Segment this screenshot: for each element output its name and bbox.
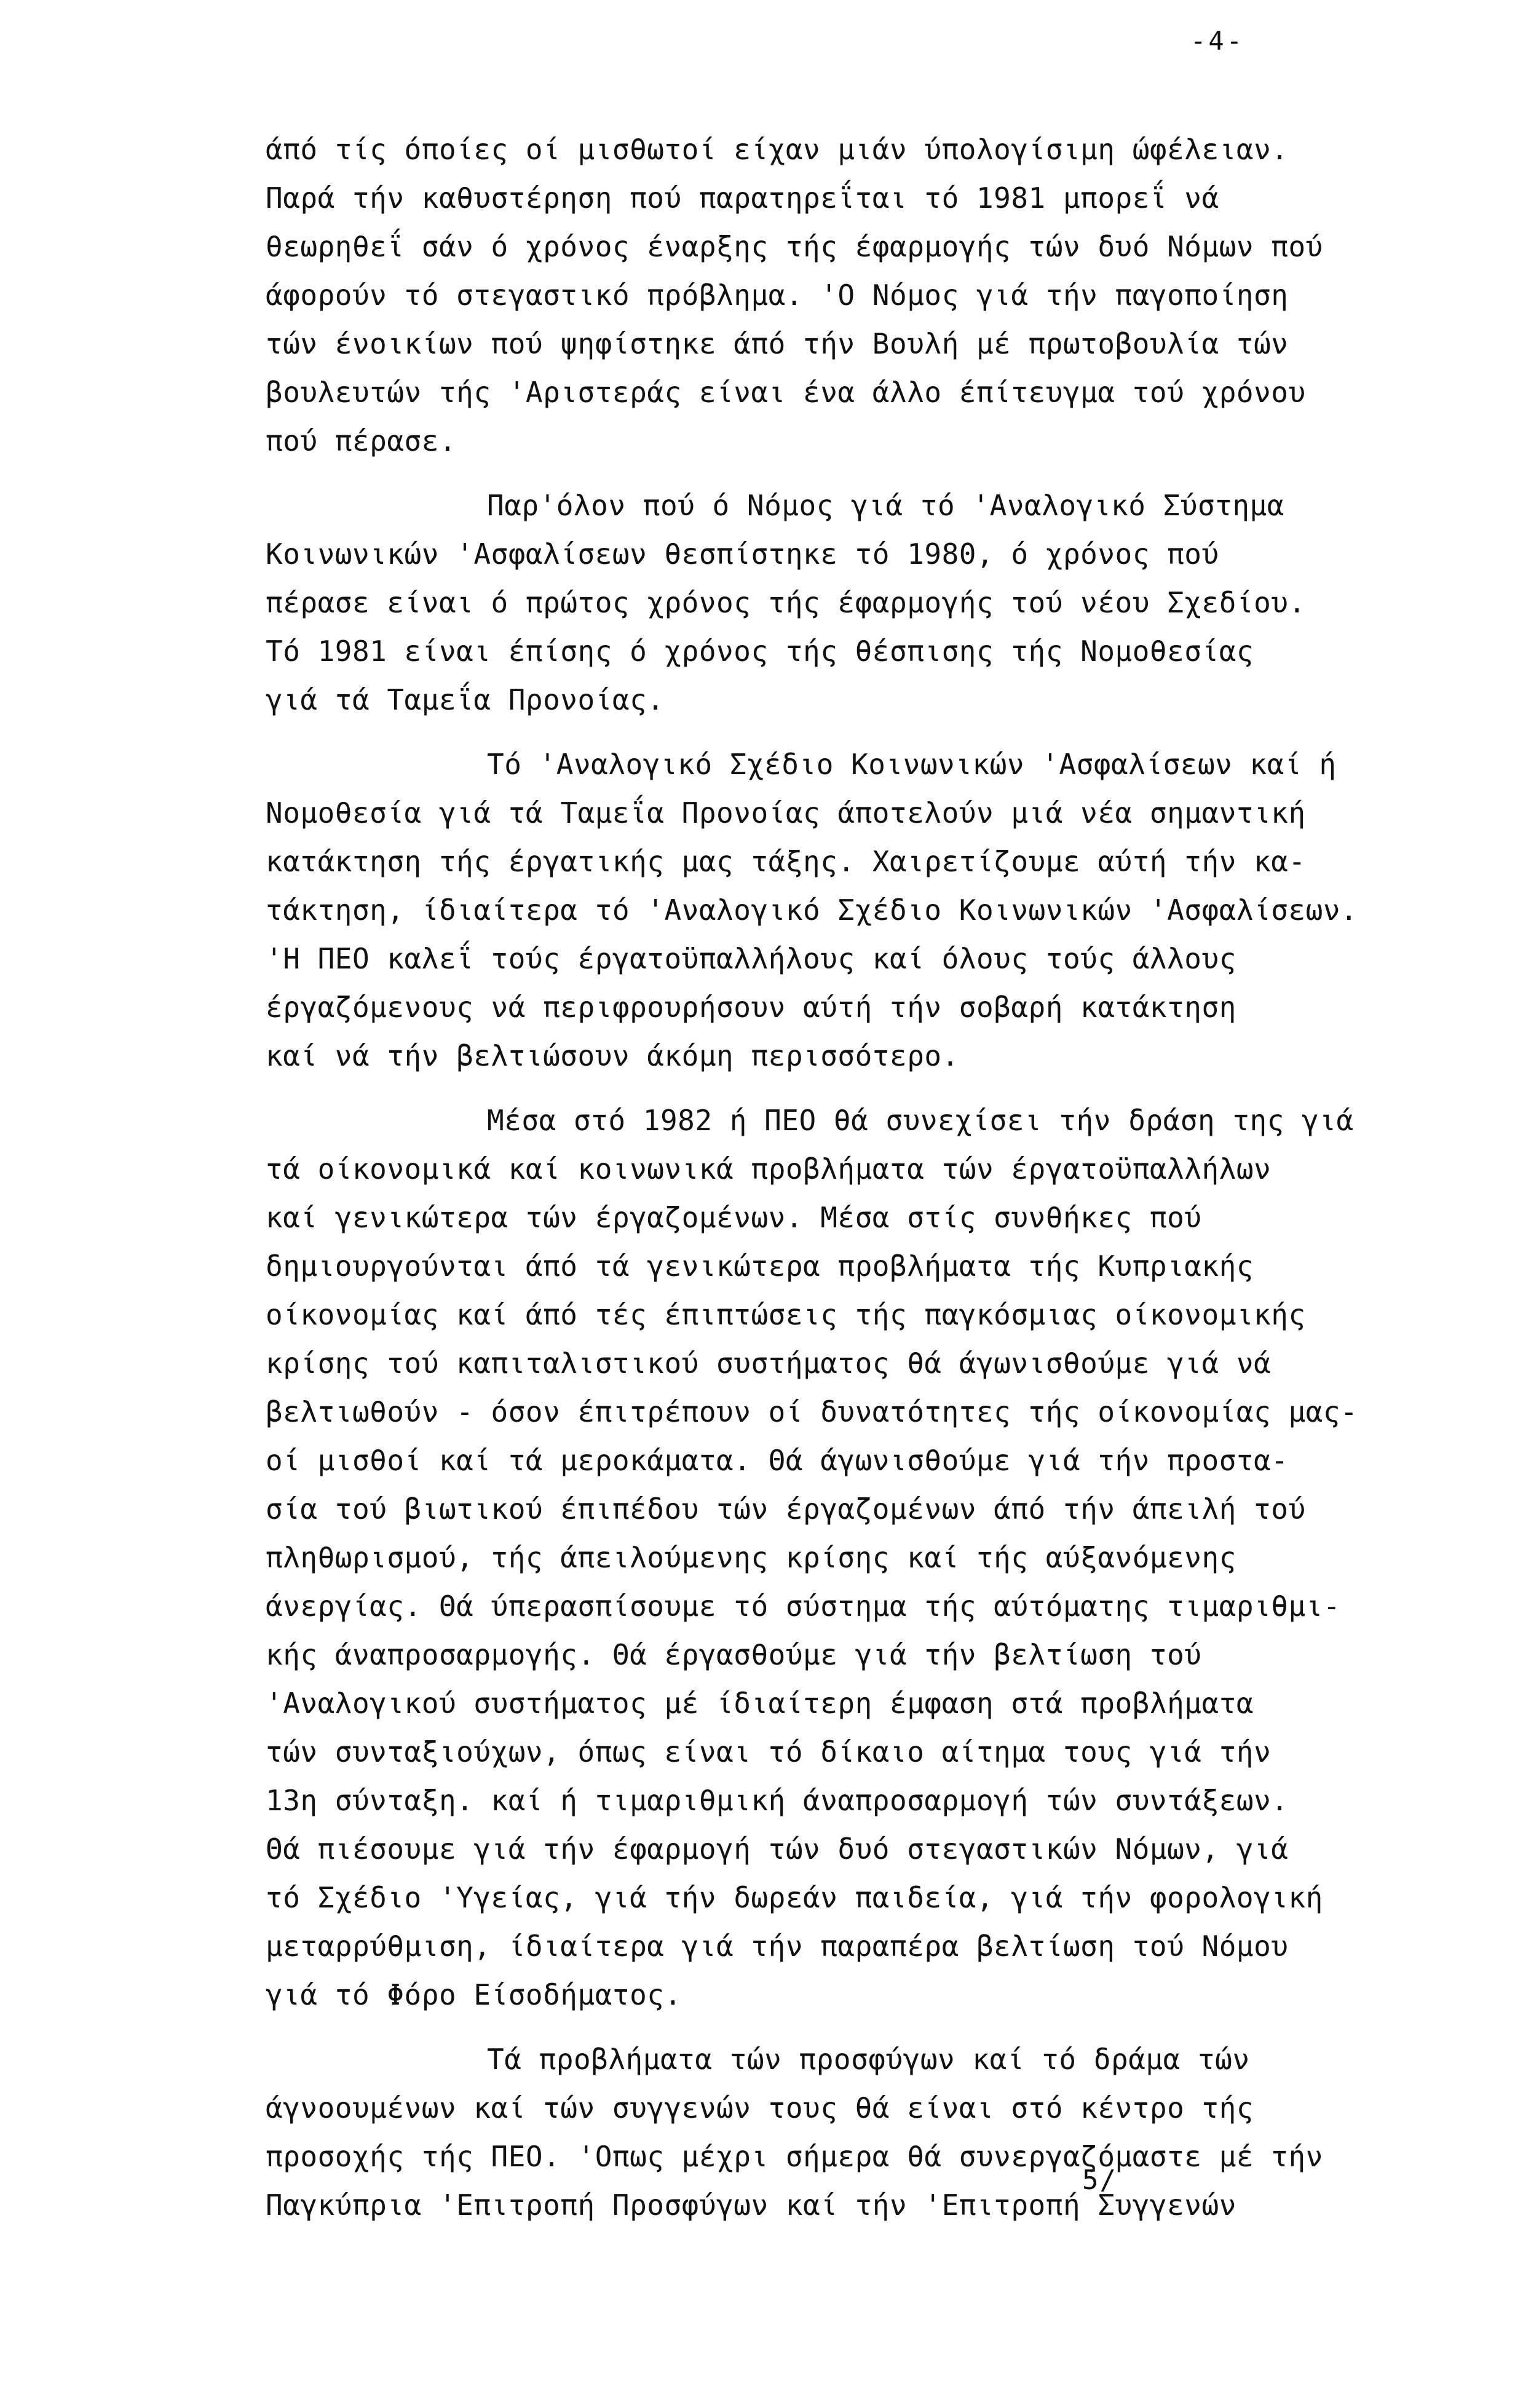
text-line: τάκτηση, ίδιαίτερα τό 'Αναλογικό Σχέδιο Κοινωνικών 'Ασφαλίσεων. — [266, 893, 1358, 927]
text-line: Θά πιέσουμε γιά τήν έφαρμογή τών δυό στεγαστικών Νόμων, γιά — [266, 1832, 1289, 1866]
page-number: -4- — [1190, 26, 1244, 56]
text-line: άγνοουμένων καί τών συγγενών τους θά είναι στό κέντρο τής — [266, 2091, 1254, 2125]
text-line: Παρ'όλον πού ό Νόμος γιά τό 'Αναλογικό Σύστημα — [487, 489, 1284, 522]
text-line: σία τού βιωτικού έπιπέδου τών έργαζομένων άπό τήν άπειλή τού — [266, 1492, 1306, 1526]
paragraph — [266, 1096, 1465, 2019]
text-line: γιά τά Ταμεΐα Προνοίας. — [266, 683, 665, 716]
text-line: κατάκτηση τής έργατικής μας τάξης. Χαιρετίζουμε αύτή τήν κα- — [266, 845, 1306, 878]
text-line: Τά προβλήματα τών προσφύγων καί τό δράμα τών — [487, 2043, 1250, 2076]
text-line: άπό τίς όποίες οί μισθωτοί είχαν μιάν ύπολογίσιμη ώφέλειαν. — [266, 133, 1289, 166]
text-line: τών ένοικίων πού ψηφίστηκε άπό τήν Βουλή μέ πρωτοβουλία τών — [266, 327, 1289, 360]
paragraph — [266, 740, 1465, 1080]
text-line: οίκονομίας καί άπό τές έπιπτώσεις τής παγκόσμιας οίκονομικής — [266, 1298, 1306, 1331]
paragraph — [266, 125, 1465, 465]
text-line: δημιουργούνται άπό τά γενικώτερα προβλήματα τής Κυπριακής — [266, 1250, 1254, 1283]
paragraph — [266, 2035, 1465, 2230]
text-line: κρίσης τού καπιταλιστικού συστήματος θά άγωνισθούμε γιά νά — [266, 1347, 1272, 1380]
text-line: άφορούν τό στεγαστικό πρόβλημα. 'Ο Νόμος γιά τήν παγοποίηση — [266, 279, 1289, 312]
text-line: καί γενικώτερα τών έργαζομένων. Μέσα στίς συνθήκες πού — [266, 1201, 1202, 1234]
text-line: 'Η ΠΕΟ καλεΐ τούς έργατοϋπαλλήλους καί όλους τούς άλλους — [266, 942, 1236, 975]
text-line: Παγκύπρια 'Επιτροπή Προσφύγων καί τήν 'Επιτροπή Συγγενών — [266, 2188, 1236, 2222]
text-line: κής άναπροσαρμογής. Θά έργασθούμε γιά τήν βελτίωση τού — [266, 1638, 1202, 1671]
text-line: τά οίκονομικά καί κοινωνικά προβλήματα τών έργατοϋπαλλήλων — [266, 1152, 1272, 1186]
text-line: βελτιωθούν - όσον έπιτρέπουν οί δυνατότητες τής οίκονομίας μας- — [266, 1395, 1358, 1428]
text-line: πέρασε είναι ό πρώτος χρόνος τής έφαρμογής τού νέου Σχεδίου. — [266, 586, 1306, 619]
paragraph — [266, 481, 1465, 724]
text-line: γιά τό Φόρο Είσοδήματος. — [266, 1978, 682, 2011]
text-line: μεταρρύθμιση, ίδιαίτερα γιά τήν παραπέρα βελτίωση τού Νόμου — [266, 1930, 1289, 1963]
text-line: Τό 'Αναλογικό Σχέδιο Κοινωνικών 'Ασφαλίσεων καί ή — [487, 748, 1337, 781]
text-line: βουλευτών τής 'Αριστεράς είναι ένα άλλο έπίτευγμα τού χρόνου — [266, 376, 1306, 409]
text-line: έργαζόμενους νά περιφρουρήσουν αύτή τήν σοβαρή κατάκτηση — [266, 991, 1236, 1024]
text-line: Μέσα στό 1982 ή ΠΕΟ θά συνεχίσει τήν δράση της γιά — [487, 1104, 1354, 1137]
text-line: 13η σύνταξη. καί ή τιμαριθμική άναπροσαρμογή τών συντάξεων. — [266, 1784, 1289, 1817]
text-line: Τό 1981 είναι έπίσης ό χρόνος τής θέσπισης τής Νομοθεσίας — [266, 635, 1254, 668]
text-line: τών συνταξιούχων, όπως είναι τό δίκαιο αίτημα τους γιά τήν — [266, 1735, 1272, 1768]
text-line: πού πέρασε. — [266, 424, 457, 457]
continuation-marker: 5/ — [1082, 2164, 1117, 2196]
text-line: οί μισθοί καί τά μεροκάματα. Θά άγωνισθούμε γιά τήν προστα- — [266, 1444, 1289, 1477]
text-line: Κοινωνικών 'Ασφαλίσεων θεσπίστηκε τό 1980, ό χρόνος πού — [266, 537, 1219, 571]
text-line: καί νά τήν βελτιώσουν άκόμη περισσότερο. — [266, 1039, 959, 1072]
text-line: Παρά τήν καθυστέρηση πού παρατηρεΐται τό 1981 μπορεΐ νά — [266, 181, 1219, 215]
text-line: προσοχής τής ΠΕΟ. 'Οπως μέχρι σήμερα θά συνεργαζόμαστε μέ τήν — [266, 2140, 1323, 2173]
text-line: Νομοθεσία γιά τά Ταμεΐα Προνοίας άποτελούν μιά νέα σημαντική — [266, 796, 1306, 830]
text-line: τό Σχέδιο 'Υγείας, γιά τήν δωρεάν παιδεία, γιά τήν φορολογική — [266, 1881, 1323, 1914]
text-line: 'Αναλογικού συστήματος μέ ίδιαίτερη έμφαση στά προβλήματα — [266, 1687, 1254, 1720]
text-line: άνεργίας. Θά ύπερασπίσουμε τό σύστημα τής αύτόματης τιμαριθμι- — [266, 1590, 1341, 1623]
text-line: πληθωρισμού, τής άπειλούμενης κρίσης καί τής αύξανόμενης — [266, 1541, 1236, 1574]
text-line: θεωρηθεΐ σάν ό χρόνος έναρξης τής έφαρμογής τών δυό Νόμων πού — [266, 230, 1323, 263]
document-body — [266, 125, 1465, 2230]
